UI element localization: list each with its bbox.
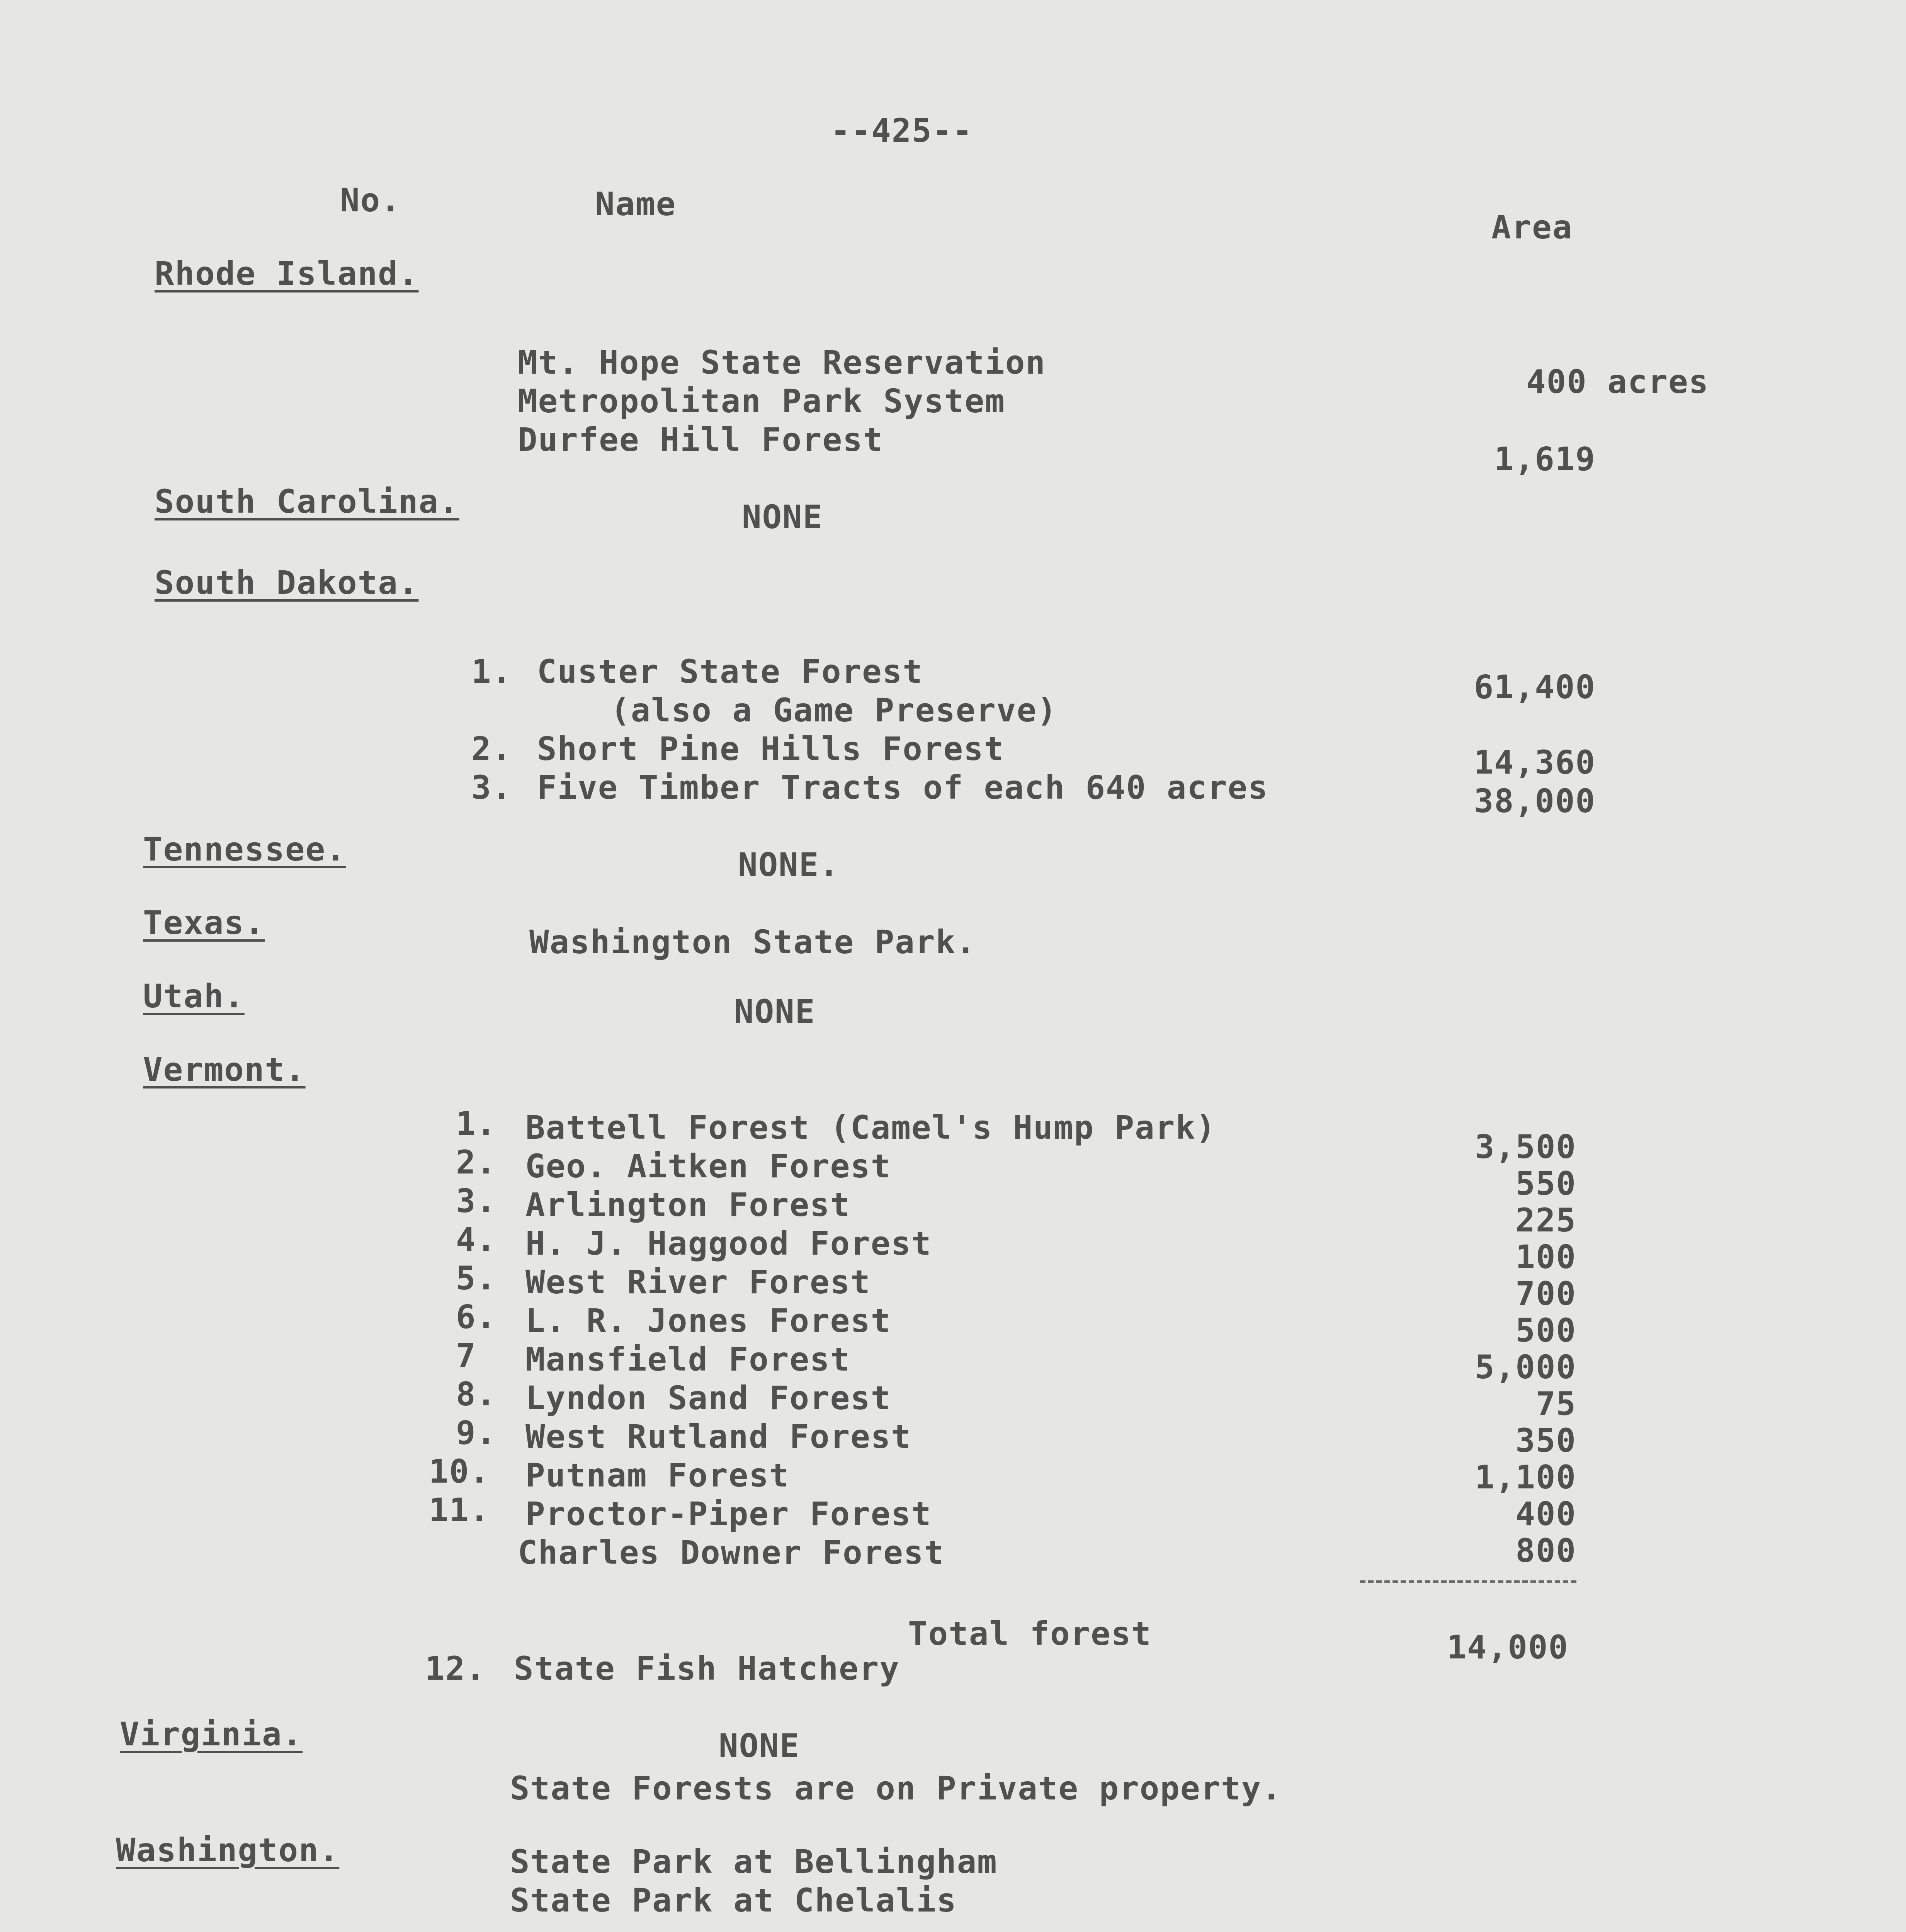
entry-number: 2.	[471, 730, 512, 768]
state-heading-rhode-island: Rhode Island.	[155, 255, 419, 293]
column-header-area: Area	[1491, 208, 1573, 246]
entry-area: 400	[1515, 1495, 1576, 1533]
total-label: Total forest	[908, 1615, 1152, 1653]
column-header-name: Name	[595, 185, 677, 223]
entry-number: 12.	[425, 1650, 486, 1687]
state-heading-virginia: Virginia.	[120, 1715, 303, 1753]
entry-name: Putnam Forest	[525, 1456, 790, 1494]
entry-area: 75	[1535, 1385, 1576, 1423]
state-note-detail: State Forests are on Private property.	[510, 1769, 1282, 1807]
entry-name: State Park at Bellingham	[510, 1843, 998, 1881]
state-note: NONE	[719, 1727, 800, 1765]
entry-area: 100	[1515, 1238, 1576, 1276]
entry-name: Charles Downer Forest	[518, 1534, 945, 1571]
entry-name: Lyndon Sand Forest	[525, 1379, 891, 1417]
entry-area: 400 acres	[1526, 363, 1709, 401]
entry-number: 1.	[471, 653, 512, 690]
entry-number: 10.	[429, 1452, 490, 1490]
entry-area: 800	[1515, 1532, 1576, 1570]
entry-number: 6.	[456, 1298, 497, 1336]
entry-number: 7	[456, 1337, 476, 1374]
entry-area: 1,619	[1494, 440, 1596, 478]
entry-number: 5.	[456, 1259, 497, 1297]
total-rule	[1360, 1580, 1576, 1583]
entry-name: Custer State Forest	[537, 653, 923, 690]
state-heading-texas: Texas.	[143, 904, 265, 942]
entry-area: 1,100	[1475, 1458, 1576, 1496]
entry-name: State Fish Hatchery	[514, 1650, 900, 1687]
entry-area: 550	[1515, 1165, 1576, 1202]
state-heading-south-carolina: South Carolina.	[155, 483, 459, 520]
entry-area: 14,360	[1474, 743, 1596, 781]
entry-name: West River Forest	[525, 1263, 871, 1301]
entry-name: Arlington Forest	[525, 1186, 851, 1224]
entry-name: Five Timber Tracts of each 640 acres	[537, 769, 1268, 806]
entry-name: Geo. Aitken Forest	[525, 1147, 891, 1185]
state-heading-south-dakota: South Dakota.	[155, 564, 419, 602]
entry-number: 4.	[456, 1221, 497, 1259]
entry-name: H. J. Haggood Forest	[525, 1225, 932, 1262]
entry-number: 11.	[429, 1491, 490, 1529]
entry-name: (also a Game Preserve)	[610, 691, 1058, 729]
entry-area: 61,400	[1474, 668, 1596, 706]
column-header-no: No.	[340, 181, 401, 219]
total-value: 14,000	[1447, 1628, 1569, 1666]
entry-number: 3.	[471, 769, 512, 806]
state-heading-vermont: Vermont.	[143, 1051, 306, 1088]
entry-name: Proctor-Piper Forest	[525, 1495, 932, 1533]
entry-name: Durfee Hill Forest	[518, 421, 884, 459]
state-note: NONE.	[738, 846, 840, 884]
entry-name: West Rutland Forest	[525, 1418, 911, 1456]
state-heading-utah: Utah.	[143, 977, 245, 1015]
page-number: --425--	[831, 112, 973, 150]
state-note: NONE	[742, 498, 823, 536]
state-note: NONE	[734, 993, 816, 1031]
entry-area: 225	[1515, 1201, 1576, 1239]
entry-number: 2.	[456, 1143, 497, 1181]
entry-name: Metropolitan Park System	[518, 382, 1005, 420]
entry-name: Mansfield Forest	[525, 1340, 851, 1378]
state-heading-washington: Washington.	[116, 1831, 340, 1869]
entry-area: 5,000	[1475, 1348, 1576, 1386]
entry-number: 1.	[456, 1105, 497, 1143]
state-note: Washington State Park.	[529, 923, 976, 961]
entry-number: 3.	[456, 1182, 497, 1220]
entry-number: 8.	[456, 1375, 497, 1413]
state-heading-tennessee: Tennessee.	[143, 830, 346, 868]
entry-area: 700	[1515, 1275, 1576, 1313]
entry-area: 38,000	[1474, 782, 1596, 820]
entry-name: Mt. Hope State Reservation	[518, 344, 1046, 381]
entry-area: 500	[1515, 1311, 1576, 1349]
entry-name: L. R. Jones Forest	[525, 1302, 891, 1340]
entry-area: 350	[1515, 1422, 1576, 1459]
entry-name: State Park at Chelalis	[510, 1881, 957, 1919]
entry-name: Short Pine Hills Forest	[537, 730, 1005, 768]
entry-area: 3,500	[1475, 1128, 1576, 1166]
entry-number: 9.	[456, 1414, 497, 1452]
entry-name: Battell Forest (Camel's Hump Park)	[525, 1109, 1216, 1146]
